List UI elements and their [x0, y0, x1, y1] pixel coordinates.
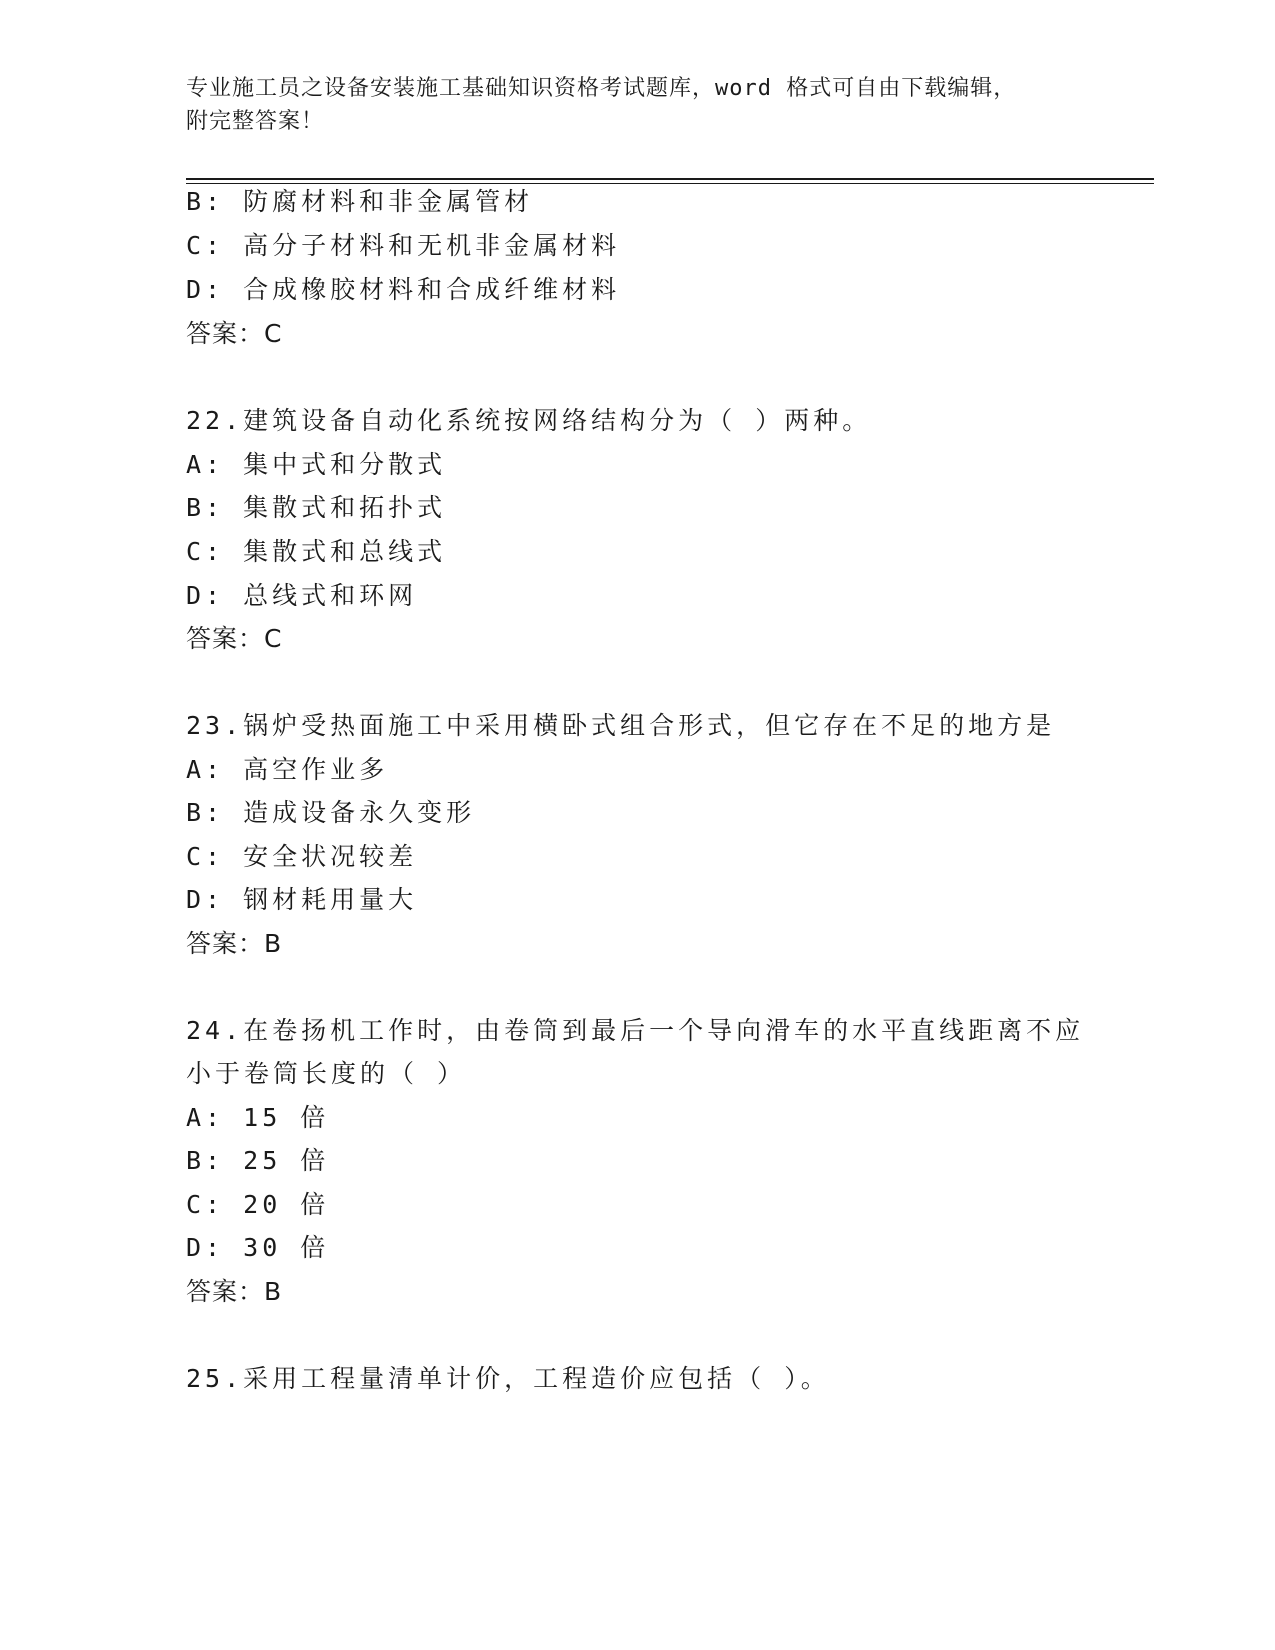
- q21-option-b: B: 防腐材料和非金属管材: [186, 187, 534, 216]
- q23-stem: 23.锅炉受热面施工中采用横卧式组合形式，但它存在不足的地方是: [186, 711, 1056, 740]
- header-divider-thick: [186, 178, 1154, 180]
- q21-answer: 答案：C: [186, 319, 283, 348]
- header-title-line-2: 附完整答案！: [186, 109, 325, 134]
- q23-option-b: B: 造成设备永久变形: [186, 798, 476, 827]
- q24-stem-line-1: 24.在卷扬机工作时，由卷筒到最后一个导向滑车的水平直线距离不应: [186, 1016, 1085, 1045]
- q23-option-a: A: 高空作业多: [186, 755, 389, 784]
- q22-option-b: B: 集散式和拓扑式: [186, 493, 447, 522]
- q23-answer: 答案：B: [186, 929, 283, 958]
- q22-answer: 答案：C: [186, 624, 283, 653]
- q21-option-d: D: 合成橡胶材料和合成纤维材料: [186, 275, 621, 304]
- document-header: [186, 72, 1086, 138]
- q24-answer: 答案：B: [186, 1277, 283, 1306]
- q22-option-d: D: 总线式和环网: [186, 581, 418, 610]
- q24-stem-line-2: 小于卷筒长度的（ ）: [186, 1059, 467, 1088]
- q25-stem: 25.采用工程量清单计价，工程造价应包括（ ）。: [186, 1364, 830, 1393]
- q23-option-c: C: 安全状况较差: [186, 842, 418, 871]
- header-title-line: 专业施工员之设备安装施工基础知识资格考试题库，word 格式可自由下载编辑，: [186, 76, 1017, 101]
- q22-stem: 22.建筑设备自动化系统按网络结构分为（ ）两种。: [186, 406, 872, 435]
- q21-option-c: C: 高分子材料和无机非金属材料: [186, 231, 621, 260]
- q22-option-c: C: 集散式和总线式: [186, 537, 447, 566]
- q24-option-a: A: 15 倍: [186, 1103, 330, 1132]
- q22-option-a: A: 集中式和分散式: [186, 450, 447, 479]
- header-divider-thin: [186, 183, 1154, 184]
- q24-option-c: C: 20 倍: [186, 1190, 330, 1219]
- q23-option-d: D: 钢材耗用量大: [186, 885, 418, 914]
- q24-option-d: D: 30 倍: [186, 1233, 330, 1262]
- q24-option-b: B: 25 倍: [186, 1146, 330, 1175]
